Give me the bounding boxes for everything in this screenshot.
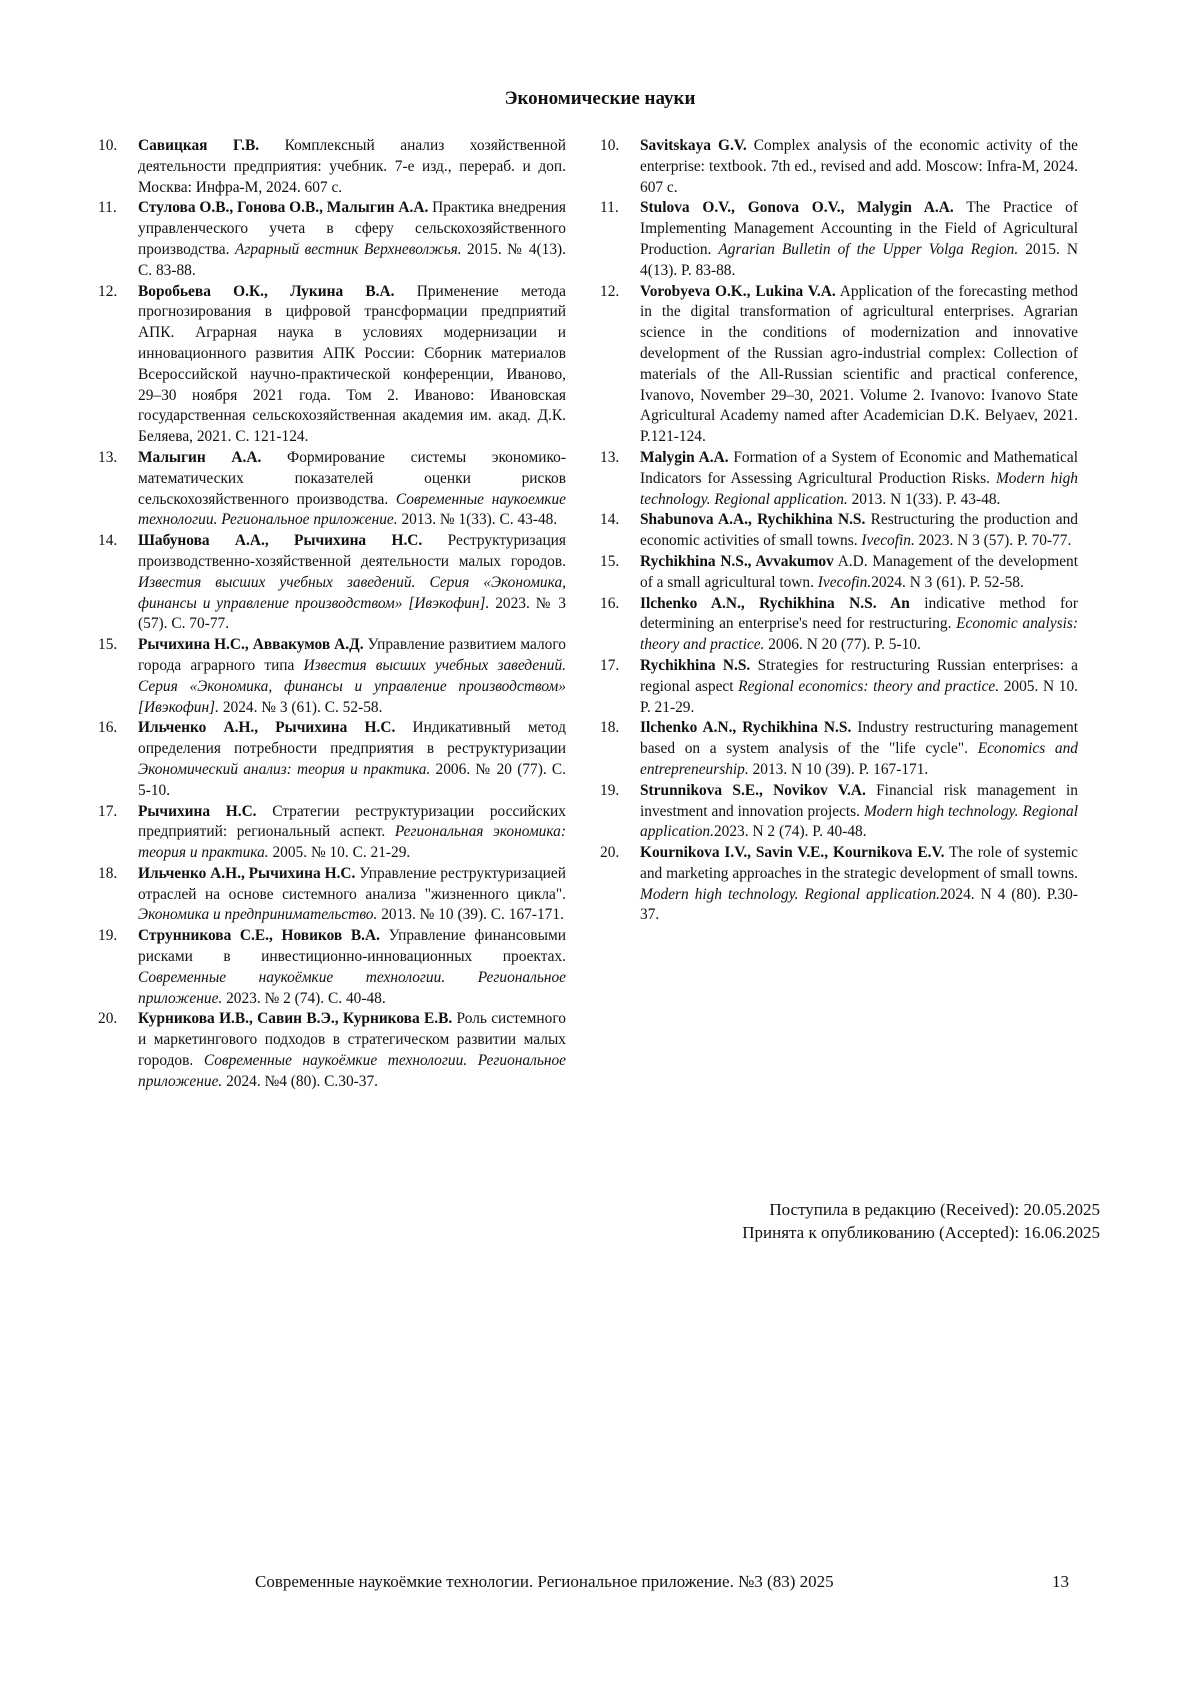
reference-item bbox=[98, 198, 566, 281]
reference-text bbox=[138, 282, 566, 448]
reference-text bbox=[138, 198, 566, 281]
reference-text bbox=[640, 510, 1078, 552]
reference-item bbox=[600, 718, 1078, 780]
reference-journal: Экономический анализ: теория и практика. bbox=[138, 760, 431, 778]
reference-title: Индикативный метод определения потребности предприятия в реструктуризации bbox=[138, 719, 567, 758]
reference-number: 17. bbox=[98, 802, 118, 820]
reference-authors: Ilchenko A.N., Rychikhina N.S. An bbox=[640, 594, 910, 612]
reference-details: 2005. N 10. P. 21-29. bbox=[640, 677, 1078, 716]
reference-journal: Economics and entrepreneurship. bbox=[640, 740, 1078, 778]
reference-details: 2023. № 3 (57). С. 70-77. bbox=[138, 594, 566, 633]
references-russian bbox=[98, 136, 566, 1093]
reference-item bbox=[98, 531, 566, 635]
reference-details: 2006. N 20 (77). P. 5-10. bbox=[764, 636, 921, 654]
reference-journal: Modern high technology. Regional application. bbox=[640, 802, 1078, 841]
reference-details: 2013. N 1(33). P. 43-48. bbox=[847, 490, 1001, 508]
reference-details: 2024. N 3 (61). P. 52-58. bbox=[871, 573, 1024, 591]
reference-number: 16. bbox=[98, 719, 118, 737]
reference-authors: Savitskaya G.V. bbox=[640, 137, 747, 154]
reference-number: 20. bbox=[600, 844, 620, 862]
reference-text bbox=[138, 718, 566, 801]
reference-item bbox=[98, 448, 566, 531]
reference-item bbox=[98, 1009, 566, 1092]
reference-item bbox=[600, 198, 1078, 281]
reference-text bbox=[640, 781, 1078, 843]
reference-number: 16. bbox=[600, 594, 620, 612]
reference-text bbox=[138, 531, 566, 635]
reference-journal: Современные наукоёмкие технологии. Региональное приложение. bbox=[138, 968, 566, 1007]
reference-authors: Савицкая Г.В. bbox=[138, 137, 260, 154]
reference-text bbox=[138, 1009, 566, 1092]
reference-number: 13. bbox=[98, 448, 118, 466]
reference-number: 14. bbox=[600, 511, 620, 529]
reference-title: Restructuring the production and economic activities of small towns. bbox=[640, 511, 1079, 550]
reference-journal: Аграрный вестник Верхневолжья. bbox=[234, 240, 462, 258]
reference-text bbox=[640, 843, 1078, 926]
reference-authors: Strunnikova S.E., Novikov V.A. bbox=[640, 781, 866, 799]
reference-title: Управление финансовыми рисками в инвестиционно-инновационных проектах. bbox=[138, 927, 566, 966]
reference-title: Complex analysis of the economic activity of the enterprise: textbook. 7th ed., revised and add. Moscow: Infra-M, 2024. 607 c. bbox=[640, 137, 1078, 196]
reference-number: 14. bbox=[98, 532, 118, 550]
reference-details: 2015. № 4(13). С. 83-88. bbox=[138, 240, 566, 279]
reference-number: 18. bbox=[600, 719, 620, 737]
reference-text bbox=[640, 198, 1078, 281]
reference-text bbox=[640, 656, 1078, 718]
reference-title: The Practice of Implementing Management Accounting in the Field of Agricultural Production. bbox=[640, 199, 1078, 258]
reference-journal: Modern high technology. Regional application. bbox=[640, 469, 1078, 508]
reference-text bbox=[640, 594, 1078, 656]
reference-number: 15. bbox=[98, 636, 118, 654]
reference-title: The role of systemic and marketing approaches in the strategic development of small towns. bbox=[640, 844, 1078, 882]
reference-details: 2024. № 3 (61). С. 52-58. bbox=[218, 698, 383, 716]
reference-authors: Малыгин А.А. bbox=[138, 448, 262, 466]
reference-authors: Воробьева О.К., Лукина В.А. bbox=[138, 282, 395, 300]
reference-authors: Курникова И.В., Савин В.Э., Курникова Е.В. bbox=[138, 1010, 453, 1028]
reference-item bbox=[600, 282, 1078, 448]
reference-title: Управление развитием малого города аграрного типа bbox=[138, 636, 566, 674]
reference-number: 11. bbox=[600, 199, 619, 217]
reference-title: Formation of a System of Economic and Mathematical Indicators for Assessing Agricultural Production Risks. bbox=[640, 448, 1078, 487]
reference-title: Применение метода прогнозирования в цифровой трансформации предприятий АПК. Аграрная наука в условиях модернизации и инновационного развития АПК России: Сборник материалов Всероссийской научно-практической конференции, Иваново, 29–30 ноября 2021 года. Том 2. Иваново: Ивановская государственная сельскохозяйственная академия им. акад. Д.К. Беляева, 2021. С. 121-124. bbox=[138, 282, 566, 446]
reference-item bbox=[98, 282, 566, 448]
reference-item bbox=[98, 926, 566, 1009]
reference-journal: Известия высших учебных заведений. Серия «Экономика, финансы и управление производством» [Ивэкофин]. bbox=[138, 573, 566, 612]
reference-item bbox=[98, 635, 566, 718]
reference-text bbox=[640, 282, 1078, 448]
reference-authors: Рычихина Н.С. bbox=[138, 802, 257, 820]
reference-authors: Kournikova I.V., Savin V.E., Kournikova E.V. bbox=[640, 844, 945, 862]
reference-text bbox=[640, 136, 1078, 198]
reference-details: 2013. № 1(33). С. 43-48. bbox=[397, 511, 558, 529]
reference-details: 2013. N 10 (39). P. 167-171. bbox=[748, 760, 929, 778]
reference-item bbox=[600, 552, 1078, 594]
reference-title: Реструктуризация производственно-хозяйственной деятельности малых городов. bbox=[138, 532, 566, 570]
references-english bbox=[600, 136, 1078, 926]
reference-item bbox=[600, 843, 1078, 926]
reference-details: 2005. № 10. С. 21-29. bbox=[268, 844, 411, 862]
reference-title: Application of the forecasting method in the digital transformation of agricultural enterprises. Agrarian science in the conditions of modernization and innovative development of the Russian agro-industrial complex: Collection of materials of the All-Russian scientific and practical conference, Ivanovo, November 29–30, 2021. Volume 2. Ivanovo: Ivanovo State Agricultural Academy named after Academician D.K. Belyaev, 2021. P.121-124. bbox=[640, 282, 1078, 446]
reference-details: 2006. № 20 (77). С. 5-10. bbox=[138, 760, 567, 799]
publication-dates bbox=[742, 1198, 1100, 1244]
reference-journal: Региональная экономика: теория и практика. bbox=[138, 823, 566, 862]
reference-number: 12. bbox=[98, 282, 118, 300]
reference-number: 15. bbox=[600, 552, 620, 570]
reference-title: Комплексный анализ хозяйственной деятельности предприятия: учебник. 7-е изд., перераб. и доп. Москва: Инфра-М, 2024. 607 с. bbox=[138, 137, 566, 196]
reference-number: 17. bbox=[600, 656, 620, 674]
reference-number: 19. bbox=[98, 927, 118, 945]
reference-title: A.D. Management of the development of a small agricultural town. bbox=[640, 552, 1078, 591]
reference-number: 11. bbox=[98, 199, 117, 217]
journal-footer: Современные наукоёмкие технологии. Региональное приложение. №3 (83) 2025 bbox=[255, 1572, 834, 1591]
reference-item bbox=[98, 802, 566, 864]
reference-authors: Shabunova A.A., Rychikhina N.S. bbox=[640, 511, 866, 529]
reference-details: 2023. N 3 (57). P. 70-77. bbox=[914, 532, 1072, 550]
reference-title: Industry restructuring management based on a system analysis of the "life cycle". bbox=[640, 719, 1078, 758]
reference-text bbox=[640, 448, 1078, 510]
reference-authors: Malygin A.A. bbox=[640, 448, 729, 466]
reference-authors: Рычихина Н.С., Аввакумов А.Д. bbox=[138, 636, 364, 654]
reference-journal: Ivecofin. bbox=[861, 532, 915, 550]
reference-details: 2013. № 10 (39). С. 167-171. bbox=[377, 906, 564, 924]
reference-item bbox=[600, 781, 1078, 843]
reference-details: 2024. №4 (80). С.30-37. bbox=[222, 1072, 379, 1090]
reference-details: 2023. № 2 (74). С. 40-48. bbox=[222, 989, 386, 1007]
reference-authors: Rychikhina N.S. bbox=[640, 656, 751, 674]
reference-text bbox=[640, 552, 1078, 594]
reference-item bbox=[600, 594, 1078, 656]
reference-authors: Шабунова А.А., Рычихина Н.С. bbox=[138, 532, 423, 550]
page-number: 13 bbox=[1052, 1572, 1069, 1591]
reference-item bbox=[98, 864, 566, 926]
reference-journal: Ivecofin. bbox=[817, 573, 872, 591]
reference-journal: Regional economics: theory and practice. bbox=[738, 677, 1000, 695]
reference-number: 19. bbox=[600, 781, 620, 799]
reference-text bbox=[138, 864, 566, 926]
reference-journal: Agrarian Bulletin of the Upper Volga Region. bbox=[718, 240, 1019, 258]
reference-item bbox=[600, 448, 1078, 510]
reference-details: 2024. N 4 (80). P.30-37. bbox=[640, 885, 1078, 924]
reference-item bbox=[600, 136, 1078, 198]
reference-item bbox=[600, 510, 1078, 552]
reference-text bbox=[138, 448, 566, 531]
reference-authors: Струнникова С.Е., Новиков В.А. bbox=[138, 927, 380, 945]
reference-details: 2023. N 2 (74). P. 40-48. bbox=[713, 823, 867, 841]
reference-item bbox=[600, 656, 1078, 718]
accepted-date: Принята к опубликованию (Accepted): 16.06.2025 bbox=[742, 1223, 1100, 1242]
reference-authors: Rychikhina N.S., Avvakumov bbox=[640, 552, 834, 570]
reference-authors: Vorobyeva O.K., Lukina V.A. bbox=[640, 282, 836, 300]
received-date: Поступила в редакцию (Received): 20.05.2025 bbox=[769, 1200, 1100, 1219]
reference-number: 13. bbox=[600, 448, 620, 466]
reference-title: indicative method for determining an enterprise's need for restructuring. bbox=[640, 594, 1078, 633]
reference-journal: Modern high technology. Regional application. bbox=[640, 885, 940, 903]
reference-item bbox=[98, 718, 566, 801]
reference-number: 10. bbox=[98, 137, 118, 154]
reference-journal: Современные наукоёмкие технологии. Региональное приложение. bbox=[138, 1052, 566, 1090]
reference-authors: Ильченко А.Н., Рычихина Н.С. bbox=[138, 719, 396, 737]
reference-journal: Известия высших учебных заведений. Серия «Экономика, финансы и управление производством» [Ивэкофин]. bbox=[138, 656, 566, 716]
reference-text bbox=[138, 802, 566, 864]
reference-number: 18. bbox=[98, 864, 118, 882]
reference-details: 2015. N 4(13). P. 83-88. bbox=[640, 240, 1078, 279]
reference-title: Financial risk management in investment and innovation projects. bbox=[640, 781, 1079, 820]
reference-journal: Economic analysis: theory and practice. bbox=[640, 615, 1078, 654]
section-title: Экономические науки bbox=[504, 88, 696, 109]
reference-authors: Ильченко А.Н., Рычихина Н.С. bbox=[138, 864, 356, 882]
reference-title: Практика внедрения управленческого учета в сферу сельскохозяйственного производства. bbox=[138, 199, 567, 258]
reference-title: Формирование системы экономико-математических показателей оценки рисков сельскохозяйственного производства. bbox=[138, 448, 566, 508]
reference-number: 12. bbox=[600, 282, 620, 300]
reference-authors: Stulova O.V., Gonova O.V., Malygin A.A. bbox=[640, 199, 954, 217]
reference-text bbox=[138, 635, 566, 718]
reference-title: Стратегии реструктуризации российских предприятий: региональный аспект. bbox=[138, 802, 566, 841]
reference-title: Роль системного и маркетингового подходов в стратегическом развитии малых городов. bbox=[138, 1010, 566, 1070]
reference-title: Strategies for restructuring Russian enterprises: a regional aspect bbox=[640, 656, 1078, 695]
reference-authors: Ilchenko A.N., Rychikhina N.S. bbox=[640, 719, 852, 737]
reference-number: 10. bbox=[600, 137, 620, 154]
reference-journal: Современные наукоемкие технологии. Региональное приложение. bbox=[138, 490, 566, 529]
reference-item bbox=[98, 136, 566, 198]
reference-number: 20. bbox=[98, 1010, 118, 1028]
reference-authors: Стулова О.В., Гонова О.В., Малыгин А.А. bbox=[138, 199, 429, 217]
reference-text bbox=[640, 718, 1078, 780]
reference-text bbox=[138, 926, 566, 1009]
reference-title: Управление реструктуризацией отраслей на основе системного анализа "жизненного цикла". bbox=[138, 864, 566, 903]
reference-text bbox=[138, 136, 566, 198]
reference-journal: Экономика и предпринимательство. bbox=[138, 906, 378, 924]
